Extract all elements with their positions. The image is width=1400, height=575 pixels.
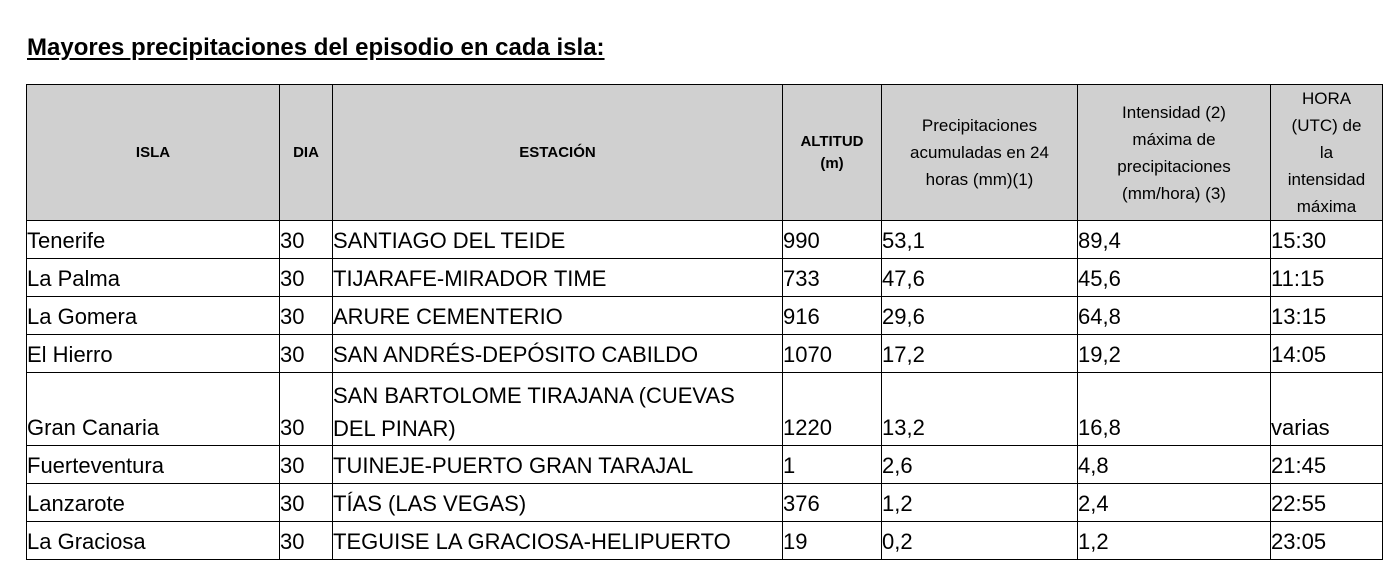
cell-intensidad: 16,8	[1078, 373, 1271, 446]
cell-altitud: 990	[783, 221, 882, 259]
page-title: Mayores precipitaciones del episodio en cada isla:	[27, 34, 605, 61]
cell-intensidad: 19,2	[1078, 335, 1271, 373]
cell-hora: 23:05	[1271, 522, 1383, 560]
cell-precipitaciones: 2,6	[882, 446, 1078, 484]
cell-estacion: TIJARAFE-MIRADOR TIME	[333, 259, 783, 297]
cell-intensidad: 64,8	[1078, 297, 1271, 335]
cell-intensidad: 4,8	[1078, 446, 1271, 484]
cell-precipitaciones: 1,2	[882, 484, 1078, 522]
column-header-altitud	[783, 85, 882, 221]
table-row	[27, 259, 1383, 297]
cell-isla: El Hierro	[27, 335, 280, 373]
cell-intensidad: 89,4	[1078, 221, 1271, 259]
header-line: (mm/hora) (3)	[1122, 183, 1226, 203]
table-row	[27, 221, 1383, 259]
table-row	[27, 297, 1383, 335]
column-header-precipitaciones	[882, 85, 1078, 221]
cell-dia: 30	[280, 373, 333, 446]
cell-dia: 30	[280, 335, 333, 373]
cell-hora: varias	[1271, 373, 1383, 446]
cell-isla: Gran Canaria	[27, 373, 280, 446]
column-header-intensidad	[1078, 85, 1271, 221]
cell-estacion: TUINEJE-PUERTO GRAN TARAJAL	[333, 446, 783, 484]
cell-altitud: 916	[783, 297, 882, 335]
cell-estacion: TÍAS (LAS VEGAS)	[333, 484, 783, 522]
cell-dia: 30	[280, 484, 333, 522]
cell-isla: Lanzarote	[27, 484, 280, 522]
cell-hora: 13:15	[1271, 297, 1383, 335]
header-line: HORA	[1301, 89, 1352, 108]
cell-altitud: 376	[783, 484, 882, 522]
cell-hora: 14:05	[1271, 335, 1383, 373]
cell-hora: 21:45	[1271, 446, 1383, 484]
column-header-hora	[1271, 85, 1383, 221]
cell-estacion: ARURE CEMENTERIO	[333, 297, 783, 335]
cell-dia: 30	[280, 522, 333, 560]
table-row	[27, 446, 1383, 484]
cell-precipitaciones: 13,2	[882, 373, 1078, 446]
header-line: Intensidad (2)	[1122, 102, 1226, 122]
table-row	[27, 373, 1383, 446]
cell-intensidad: 2,4	[1078, 484, 1271, 522]
cell-precipitaciones: 53,1	[882, 221, 1078, 259]
header-line: máxima de	[1132, 129, 1216, 149]
header-line: horas (mm)(1)	[925, 170, 1034, 189]
cell-precipitaciones: 47,6	[882, 259, 1078, 297]
cell-intensidad: 45,6	[1078, 259, 1271, 297]
cell-isla: La Graciosa	[27, 522, 280, 560]
column-header-isla: ISLA	[27, 85, 280, 221]
cell-estacion: SAN BARTOLOME TIRAJANA (CUEVAS DEL PINAR)	[333, 373, 783, 446]
cell-precipitaciones: 17,2	[882, 335, 1078, 373]
header-line: (UTC) de	[1291, 116, 1362, 135]
cell-precipitaciones: 0,2	[882, 522, 1078, 560]
cell-dia: 30	[280, 446, 333, 484]
header-line: ALTITUD	[800, 132, 864, 150]
cell-dia: 30	[280, 259, 333, 297]
table-row	[27, 335, 1383, 373]
header-line: intensidad	[1287, 170, 1366, 189]
table-header-row	[27, 85, 1383, 221]
cell-isla: Tenerife	[27, 221, 280, 259]
cell-hora: 15:30	[1271, 221, 1383, 259]
cell-altitud: 1070	[783, 335, 882, 373]
cell-altitud: 733	[783, 259, 882, 297]
cell-dia: 30	[280, 221, 333, 259]
cell-estacion: SAN ANDRÉS-DEPÓSITO CABILDO	[333, 335, 783, 373]
header-line: máxima	[1296, 197, 1357, 216]
column-header-dia: DIA	[280, 85, 333, 221]
cell-altitud: 19	[783, 522, 882, 560]
cell-estacion: SANTIAGO DEL TEIDE	[333, 221, 783, 259]
cell-isla: La Palma	[27, 259, 280, 297]
header-line: la	[1319, 143, 1334, 162]
cell-estacion: TEGUISE LA GRACIOSA-HELIPUERTO	[333, 522, 783, 560]
cell-hora: 22:55	[1271, 484, 1383, 522]
cell-dia: 30	[280, 297, 333, 335]
cell-isla: Fuerteventura	[27, 446, 280, 484]
table-row	[27, 522, 1383, 560]
cell-isla: La Gomera	[27, 297, 280, 335]
header-line: precipitaciones	[1117, 156, 1231, 176]
cell-hora: 11:15	[1271, 259, 1383, 297]
header-line: acumuladas en 24	[910, 143, 1049, 162]
header-line: Precipitaciones	[921, 116, 1038, 135]
table-row	[27, 484, 1383, 522]
column-header-estacion: ESTACIÓN	[333, 85, 783, 221]
cell-precipitaciones: 29,6	[882, 297, 1078, 335]
cell-altitud: 1220	[783, 373, 882, 446]
cell-intensidad: 1,2	[1078, 522, 1271, 560]
precipitation-table	[26, 84, 1383, 560]
cell-altitud: 1	[783, 446, 882, 484]
header-line: (m)	[820, 154, 844, 172]
